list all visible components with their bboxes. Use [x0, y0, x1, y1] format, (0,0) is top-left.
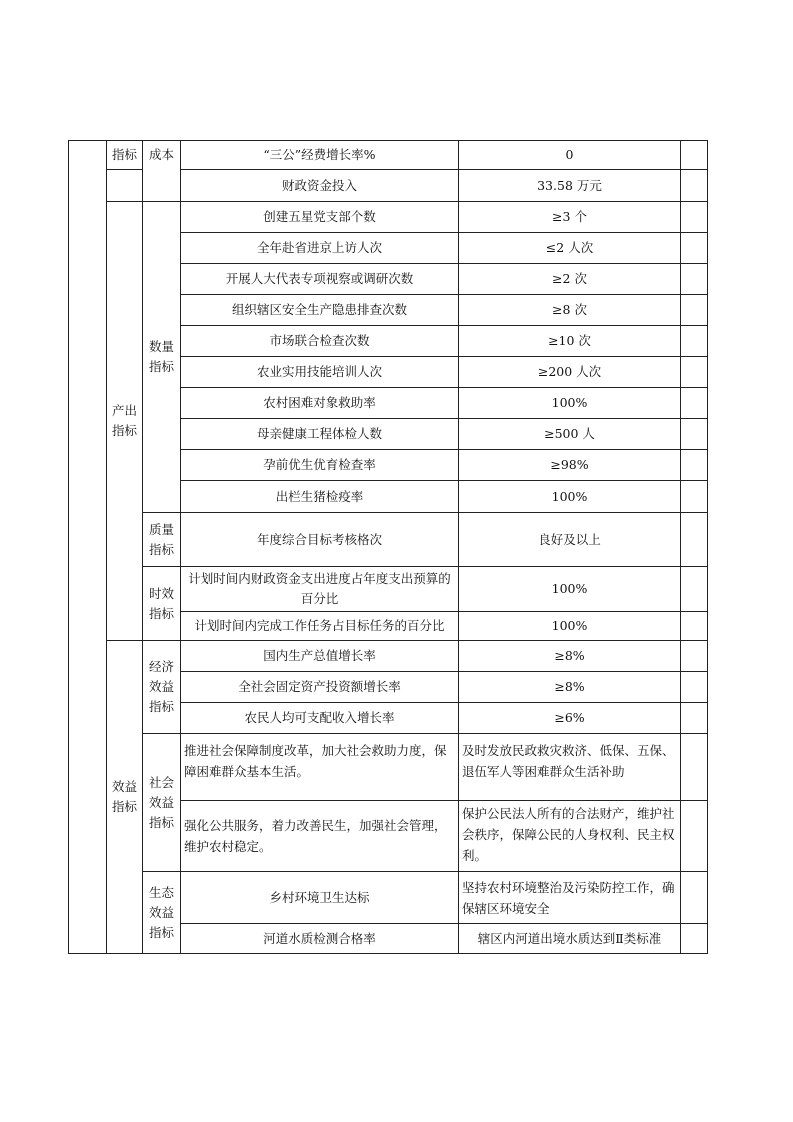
economic-benefit-label: 经济 效益 指标: [143, 641, 181, 734]
indicator-cell: 出栏生猪检疫率: [181, 481, 459, 513]
table-row: [69, 872, 708, 924]
remark-cell: [681, 924, 708, 954]
indicator-cell: 财政资金投入: [181, 170, 459, 202]
value-cell: ≥500 人: [459, 419, 681, 450]
remark-cell: [681, 202, 708, 233]
indicator-cell: 乡村环境卫生达标: [181, 872, 459, 924]
indicator-cell: 计划时间内完成工作任务占目标任务的百分比: [181, 612, 459, 641]
value-cell: 100%: [459, 481, 681, 513]
value-cell: ≥8%: [459, 641, 681, 672]
remark-cell: [681, 295, 708, 326]
remark-cell: [681, 703, 708, 734]
remark-cell: [681, 734, 708, 801]
benefit-indicator-label: 效益 指标: [107, 641, 143, 954]
indicator-cell: 强化公共服务，着力改善民生，加强社会管理，维护农村稳定。: [181, 801, 459, 872]
indicator-cell: 母亲健康工程体检人数: [181, 419, 459, 450]
ecological-benefit-label: 生态 效益 指标: [143, 872, 181, 954]
remark-cell: [681, 264, 708, 295]
table-row: [69, 641, 708, 672]
value-cell: 100%: [459, 567, 681, 612]
value-cell: 100%: [459, 388, 681, 419]
table-row: [69, 141, 708, 170]
value-cell: 良好及以上: [459, 513, 681, 567]
value-cell: 100%: [459, 612, 681, 641]
output-indicator-label: 产出 指标: [107, 202, 143, 641]
indicator-cell: 推进社会保障制度改革，加大社会救助力度，保障困难群众基本生活。: [181, 734, 459, 801]
level1-blank-cell: [107, 170, 143, 202]
indicator-cell: 市场联合检查次数: [181, 326, 459, 357]
value-cell: 保护公民法人所有的合法财产，维护社会秩序，保障公民的人身权利、民主权利。: [459, 801, 681, 872]
indicator-cell: 农业实用技能培训人次: [181, 357, 459, 388]
value-cell: 及时发放民政救灾救济、低保、五保、退伍军人等困难群众生活补助: [459, 734, 681, 801]
table-row: [69, 734, 708, 801]
level2-label-cell: 成本: [143, 141, 181, 202]
value-cell: 33.58 万元: [459, 170, 681, 202]
remark-cell: [681, 357, 708, 388]
indicator-cell: 年度综合目标考核格次: [181, 513, 459, 567]
remark-cell: [681, 170, 708, 202]
value-cell: ≥200 人次: [459, 357, 681, 388]
indicator-cell: 创建五星党支部个数: [181, 202, 459, 233]
indicator-cell: “三公”经费增长率%: [181, 141, 459, 170]
quantity-indicator-label: 数量 指标: [143, 202, 181, 513]
indicator-cell: 农村困难对象救助率: [181, 388, 459, 419]
indicator-cell: 农民人均可支配收入增长率: [181, 703, 459, 734]
indicator-cell: 国内生产总值增长率: [181, 641, 459, 672]
indicator-cell: 全年赴省进京上访人次: [181, 233, 459, 264]
remark-cell: [681, 641, 708, 672]
level1-blank-cell: [69, 141, 107, 954]
remark-cell: [681, 513, 708, 567]
indicator-cell: 孕前优生优育检查率: [181, 450, 459, 481]
value-cell: ≤2 人次: [459, 233, 681, 264]
value-cell: 0: [459, 141, 681, 170]
remark-cell: [681, 326, 708, 357]
remark-cell: [681, 419, 708, 450]
value-cell: 坚持农村环境整治及污染防控工作，确保辖区环境安全: [459, 872, 681, 924]
table-row: [69, 513, 708, 567]
table-row: [69, 567, 708, 612]
value-cell: ≥8%: [459, 672, 681, 703]
indicator-cell: 开展人大代表专项视察或调研次数: [181, 264, 459, 295]
remark-cell: [681, 450, 708, 481]
indicator-cell: 全社会固定资产投资额增长率: [181, 672, 459, 703]
social-benefit-label: 社会 效益 指标: [143, 734, 181, 872]
quality-indicator-label: 质量 指标: [143, 513, 181, 567]
level1-label-cell: 指标: [107, 141, 143, 170]
remark-cell: [681, 872, 708, 924]
indicator-cell: 组织辖区安全生产隐患排查次数: [181, 295, 459, 326]
value-cell: ≥6%: [459, 703, 681, 734]
timeliness-indicator-label: 时效 指标: [143, 567, 181, 641]
remark-cell: [681, 481, 708, 513]
remark-cell: [681, 567, 708, 612]
remark-cell: [681, 141, 708, 170]
indicator-cell: 河道水质检测合格率: [181, 924, 459, 954]
remark-cell: [681, 388, 708, 419]
remark-cell: [681, 612, 708, 641]
remark-cell: [681, 801, 708, 872]
value-cell: 辖区内河道出境水质达到Ⅱ类标准: [459, 924, 681, 954]
remark-cell: [681, 672, 708, 703]
value-cell: ≥2 次: [459, 264, 681, 295]
value-cell: ≥3 个: [459, 202, 681, 233]
performance-indicator-table: [68, 140, 708, 954]
value-cell: ≥10 次: [459, 326, 681, 357]
indicator-cell: 计划时间内财政资金支出进度占年度支出预算的百分比: [181, 567, 459, 612]
value-cell: ≥8 次: [459, 295, 681, 326]
remark-cell: [681, 233, 708, 264]
table-row: [69, 202, 708, 233]
value-cell: ≥98%: [459, 450, 681, 481]
